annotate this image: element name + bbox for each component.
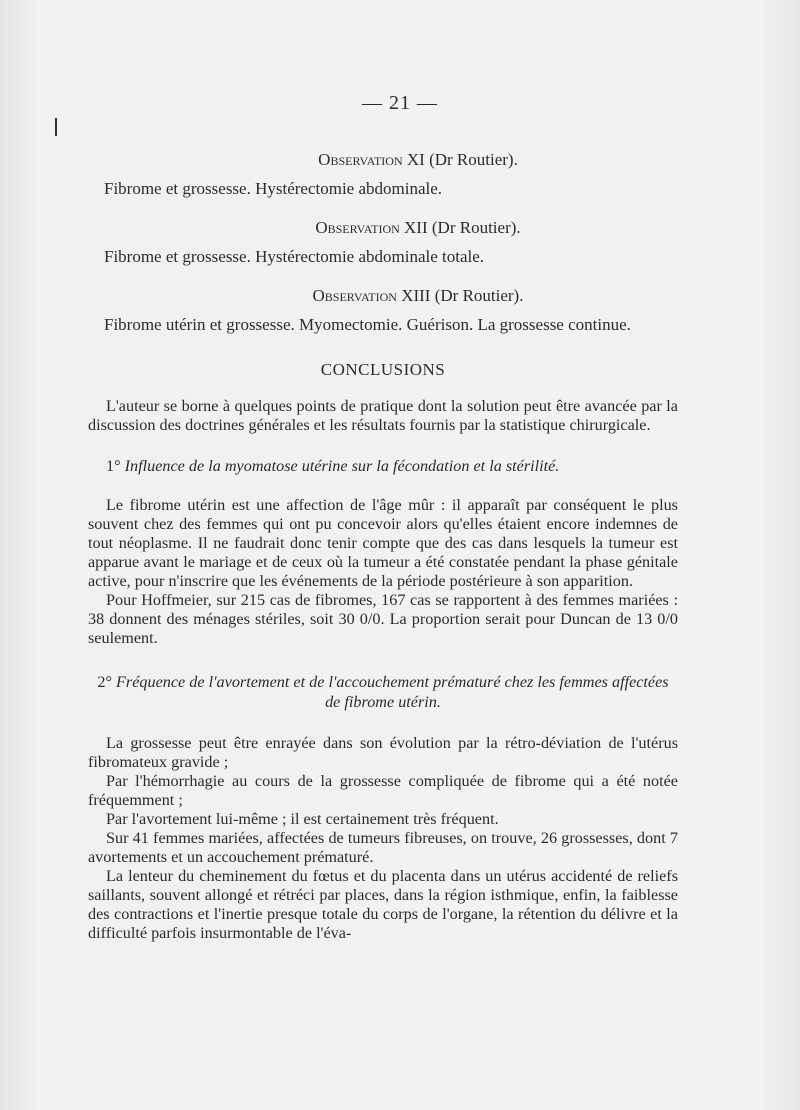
observation-heading-13: Observation XIII (Dr Routier). [312, 286, 524, 305]
section1-heading: 1° Influence de la myomatose utérine sur la fécondation et la stérilité. [106, 457, 560, 475]
section2-paragraph: La lenteur du cheminement du fœtus et du placenta dans un utérus accidenté de reliefs saillants, souvent allongé et rétréci par places, dans la région isthmique, enfin, la faiblesse des contractions et l'inertie presque totale du corps de l'organe, la rétention du délivre et la difficulté parfois insurmontable de l'éva- [88, 867, 678, 942]
observation-text-13: Fibrome utérin et grossesse. Myomectomie. Guérison. La grossesse continue. [104, 315, 631, 334]
page-content [88, 146, 678, 943]
page-number: — 21 — [362, 92, 438, 114]
margin-mark [55, 118, 57, 136]
intro-paragraph: L'auteur se borne à quelques points de pratique dont la solution peut être avancée par la discussion des doctrines générales et les résultats fournis par la statistique chirurgicale. [88, 397, 678, 434]
section2-paragraph: Par l'hémorrhagie au cours de la grossesse compliquée de fibrome qui a été notée fréquemment ; [88, 772, 678, 809]
conclusions-title: CONCLUSIONS [320, 360, 446, 379]
observation-heading-12: Observation XII (Dr Routier). [315, 218, 521, 237]
section1-paragraph: Pour Hoffmeier, sur 215 cas de fibromes, 167 cas se rapportent à des femmes mariées : 38 donnent des ménages stériles, soit 30 0/0. La proportion serait pour Duncan de 13 0/0 seulement. [88, 591, 678, 647]
section2-paragraph: Par l'avortement lui-même ; il est certainement très fréquent. [106, 810, 499, 828]
section2-paragraph: La grossesse peut être enrayée dans son évolution par la rétro-déviation de l'utérus fibromateux gravide ; [88, 734, 678, 771]
section2-heading: 2° Fréquence de l'avortement et de l'accouchement prématuré chez les femmes affectées de fibrome utérin. [97, 673, 669, 711]
observation-heading-11: Observation XI (Dr Routier). [318, 150, 518, 169]
observation-text-12: Fibrome et grossesse. Hystérectomie abdominale totale. [104, 247, 485, 266]
section2-paragraph: Sur 41 femmes mariées, affectées de tumeurs fibreuses, on trouve, 26 grossesses, dont 7 avortements et un accouchement prématuré. [88, 829, 678, 866]
section1-paragraph: Le fibrome utérin est une affection de l'âge mûr : il apparaît par conséquent le plus souvent chez des femmes qui ont pu concevoir alors qu'elles étaient encore indemnes de tout néoplasme. Il ne faudrait donc tenir compte que des cas dans lesquels la tumeur est apparue avant le mariage et de ceux où la tumeur a été constatée pendant la phase génitale active, pour n'inscrire que les événements de la période postérieure à son apparition. [88, 496, 678, 590]
observation-text-11: Fibrome et grossesse. Hystérectomie abdominale. [104, 179, 443, 198]
